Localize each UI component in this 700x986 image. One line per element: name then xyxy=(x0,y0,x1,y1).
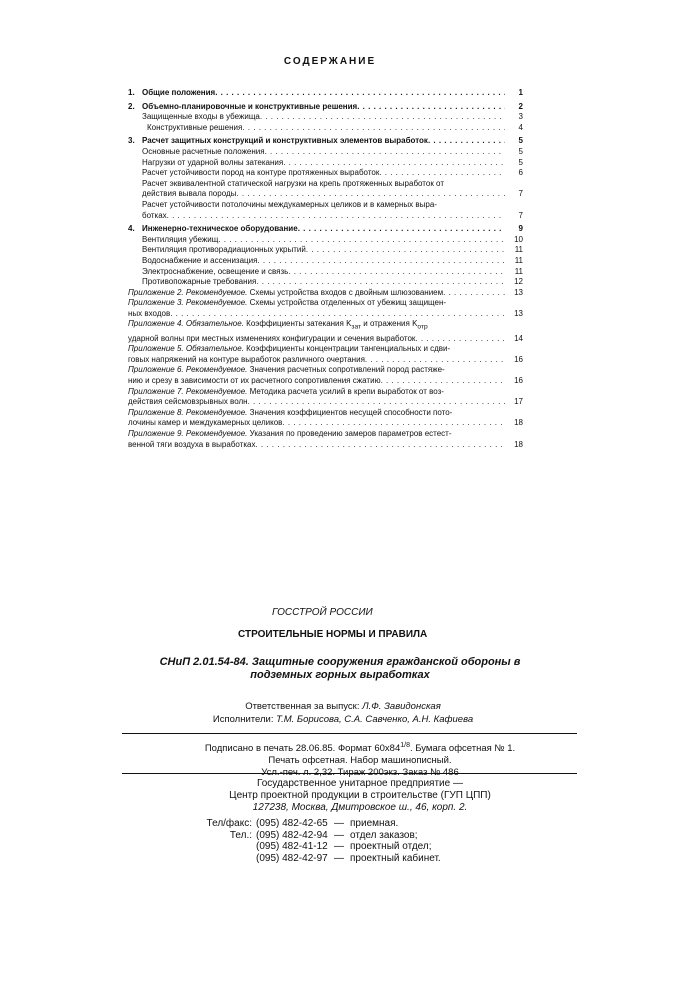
toc-entry: Расчет устойчивости пород на контуре протяженных выработок . . . 6 xyxy=(128,168,523,179)
table-of-contents xyxy=(128,88,523,450)
toc-entry: Вентиляция противорадиационных укрытий . . . 11 xyxy=(128,245,523,256)
contact-row: Тел/факс: (095) 482-42-65 — приемная. xyxy=(206,818,399,829)
toc-appendix-entry: Приложение 6. Рекомендуемое. Значения расчетных сопротивлений пород растяже- нию и срезу в зависимости от их расчетного сопротивления сжатию . . . 16 xyxy=(128,365,523,386)
contacts-list xyxy=(178,818,441,864)
contact-row: Тел.: (095) 482-42-94 — отдел заказов; xyxy=(229,829,418,841)
document-title: СНиП 2.01.54-84. Защитные сооружения гражданской обороны в подземных горных выработках xyxy=(159,656,521,681)
toc-entry: Вентиляция убежищ . . . 10 xyxy=(128,235,523,246)
toc-appendix-entry: Приложение 2. Рекомендуемое. Схемы устройства входов с двойным шлюзованием . . . 13 xyxy=(128,288,523,299)
publication-details: Подписано в печать 28.06.85. Формат $60x84^{1/8}$. Бумага офсетная № 1. Печать офсетная. Набор машинописный. Усл.-печ. л. 2,32. Тираж 200экз. Заказ № 486 xyxy=(204,742,516,779)
toc-entry: 4. Инженерно-техническое оборудование . . . 9 xyxy=(128,224,523,235)
toc-entry: Противопожарные требования . . . 12 xyxy=(128,277,523,288)
toc-entry: Конструктивные решения . . . 4 xyxy=(128,123,523,134)
toc-appendix-entry: Приложение 5. Обязательное. Коэффициенты концентрации тангенциальных и сдви- говых напряжений на контуре выработок различного очертания . . . 16 xyxy=(128,344,523,365)
toc-entry: Основные расчетные положения . . . 5 xyxy=(128,147,523,158)
toc-heading: СОДЕРЖАНИЕ xyxy=(283,56,377,67)
toc-entry: Защищенные входы в убежища . . . 3 xyxy=(128,112,523,123)
series-title: СТРОИТЕЛЬНЫЕ НОРМЫ И ПРАВИЛА xyxy=(238,629,428,640)
toc-entry: Электроснабжение, освещение и связь . . . 11 xyxy=(128,267,523,278)
toc-appendix-entry: Приложение 3. Рекомендуемое. Схемы устройства отделенных от убежищ защищен- ных входов . . . 13 xyxy=(128,298,523,319)
toc-entry: 3. Расчет защитных конструкций и конструктивных элементов выработок . . . 5 xyxy=(128,136,523,147)
toc-entry: Расчет эквивалентной статической нагрузки на крепь протяженных выработок от действия вывала породы . . . 7 xyxy=(128,179,523,200)
agency-name: ГОССТРОЙ РОССИИ xyxy=(272,607,373,618)
toc-appendix-entry: Приложение 4. Обязательное. Коэффициенты затекания $K_{зат}$ и отражения $K_{отр}$ ударной волны при местных изменениях конфигурации и сечения выработок . . . 14 xyxy=(128,319,523,344)
divider-top xyxy=(122,733,577,734)
toc-entry: Нагрузки от ударной волны затекания . . . 5 xyxy=(128,158,523,169)
toc-appendix-entry: Приложение 8. Рекомендуемое. Значения коэффициентов несущей способности пото- лочины камер и междукамерных целиков . . . 18 xyxy=(128,408,523,429)
toc-entry: 2. Объемно-планировочные и конструктивные решения . . . 2 xyxy=(128,102,523,113)
toc-appendix-entry: Приложение 9. Рекомендуемое. Указания по проведению замеров параметров естест- венной тяги воздуха в выработках . . . 18 xyxy=(128,429,523,450)
toc-entry: 1. Общие положения . . . 1 xyxy=(128,88,523,99)
toc-entry: Расчет устойчивости потолочины междукамерных целиков и в камерных выра- ботках . . . 7 xyxy=(128,200,523,221)
contact-row: (095) 482-42-97 — проектный кабинет. xyxy=(256,852,441,864)
toc-entry: Водоснабжение и ассенизация . . . 11 xyxy=(128,256,523,267)
toc-appendix-entry: Приложение 7. Рекомендуемое. Методика расчета усилий в крепи выработок от воз- действия сейсмовзрывных волн . . . 17 xyxy=(128,387,523,408)
contact-row: (095) 482-41-12 — проектный отдел; xyxy=(256,841,432,852)
divider-bottom xyxy=(122,773,577,774)
responsible-block: Ответственная за выпуск: Л.Ф. Завидонская Исполнители: Т.М. Борисова, С.А. Савченко, А.Н. Кафиева xyxy=(212,701,474,725)
publisher-block: Государственное унитарное предприятие — Центр проектной продукции в строительстве (ГУП ЦПП) 127238, Москва, Дмитровское ш., 46, корп. 2. xyxy=(229,778,491,813)
